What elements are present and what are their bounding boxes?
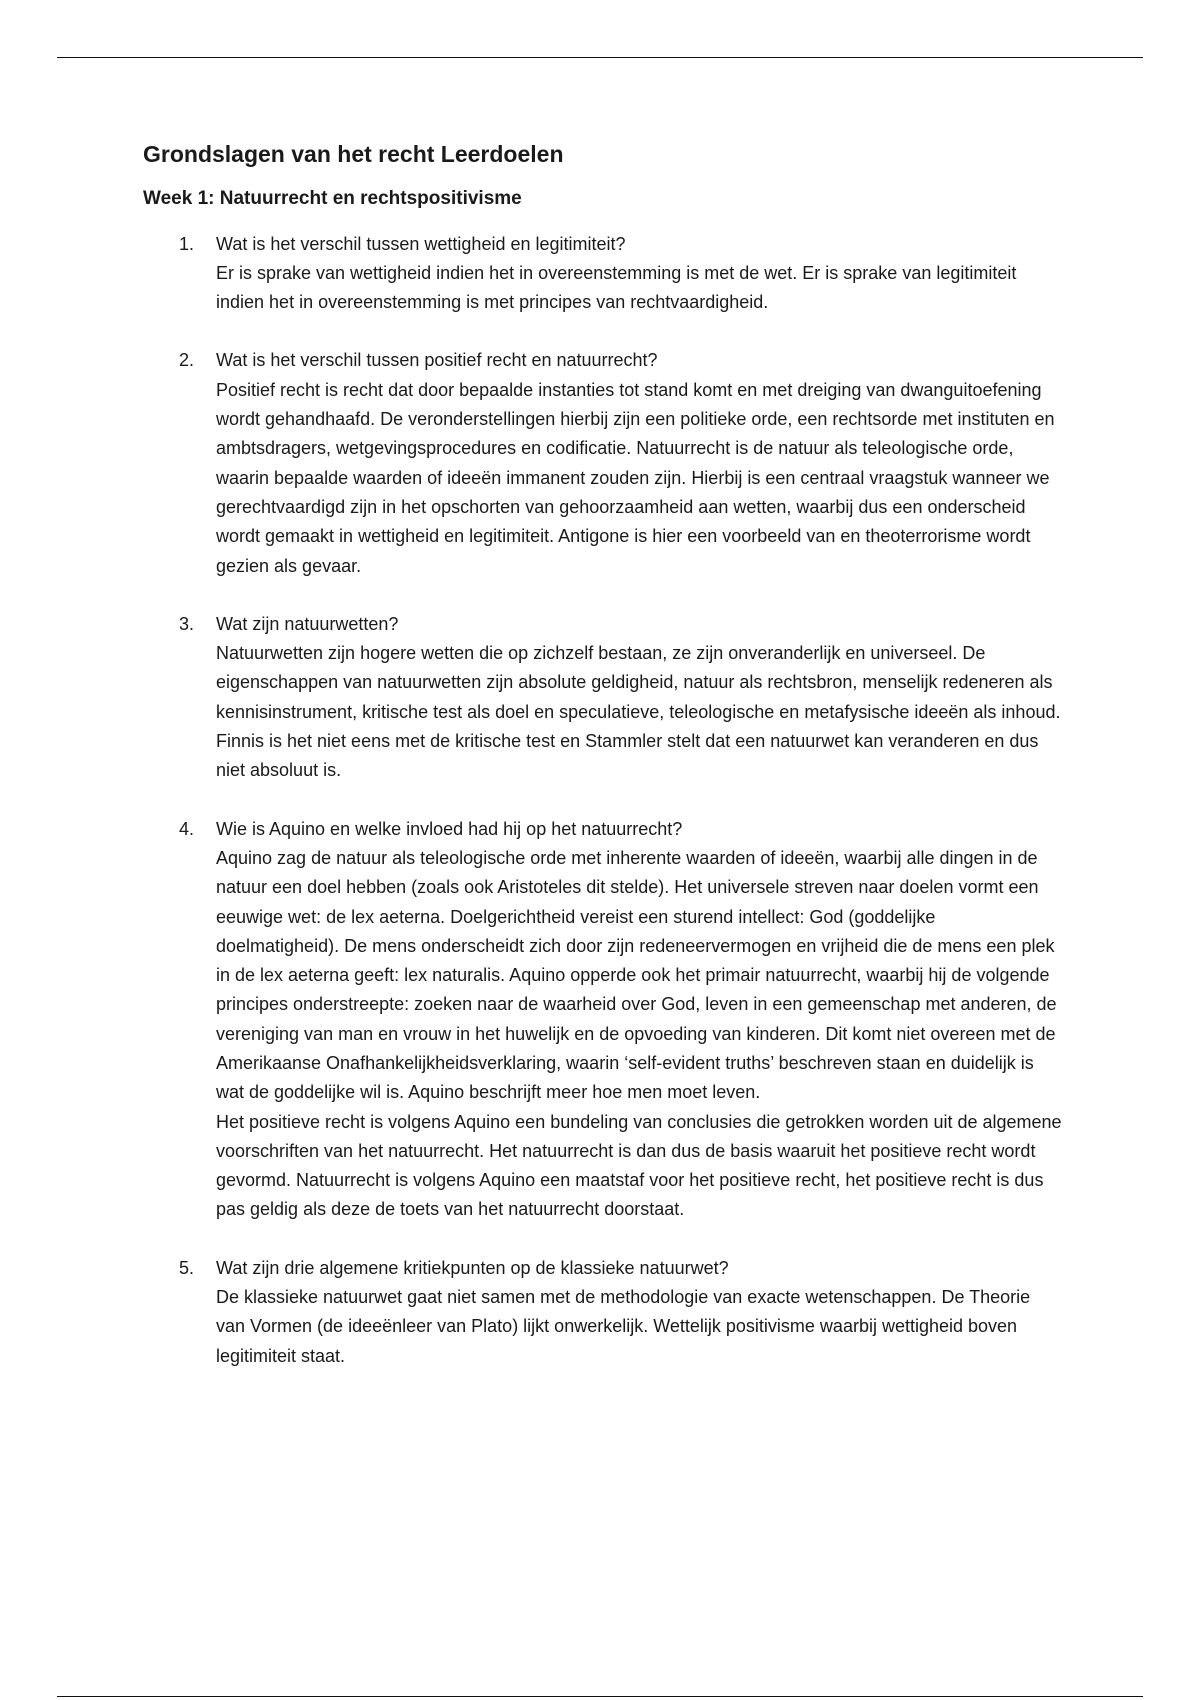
question-number: 2. (179, 350, 195, 371)
week-heading: Week 1: Natuurrecht en rechtspositivisme (143, 187, 522, 209)
answer-paragraph: Positief recht is recht dat door bepaalde instanties tot stand komt en met dreiging van dwanguitoefening wordt gehandhaafd. De veronderstellingen hierbij zijn een politieke orde, een rechtsorde met instituten en ambtsdragers, wetgevingsprocedures en codificatie. Natuurrecht is de natuur als teleologische orde, waarin bepaalde waarden of ideeën immanent zouden zijn. Hierbij is een centraal vraagstuk wanneer we gerechtvaardigd zijn in het opschorten van gehoorzaamheid aan wetten, waarbij dus een onderscheid wordt gemaakt in wettigheid en legitimiteit. Antigone is hier een voorbeeld van en theoterrorisme wordt gezien als gevaar. (216, 379, 1055, 576)
question-text: Wat zijn drie algemene kritiekpunten op de klassieke natuurwet? (216, 1257, 729, 1278)
question-number: 1. (179, 233, 195, 254)
question-item-5 (143, 1254, 1063, 1371)
question-text: Wat is het verschil tussen positief recht en natuurrecht? (216, 350, 658, 371)
answer-paragraph: Natuurwetten zijn hogere wetten die op zichzelf bestaan, ze zijn onveranderlijk en universeel. De eigenschappen van natuurwetten zijn absolute geldigheid, natuur als rechtsbron, menselijk redeneren als kennisinstrument, kritische test als doel en speculatieve, teleologische en metafysische ideeën als inhoud. Finnis is het niet eens met de kritische test en Stammler stelt dat een natuurwet kan veranderen en dus niet absoluut is. (216, 643, 1061, 781)
header-rule (57, 57, 1143, 58)
question-item-1 (143, 230, 1063, 318)
question-number: 4. (179, 818, 195, 839)
answer-paragraph: Er is sprake van wettigheid indien het in overeenstemming is met de wet. Er is sprake van legitimiteit indien het in overeenstemming is met principes van rechtvaardigheid. (216, 262, 1017, 313)
answer-paragraph: Het positieve recht is volgens Aquino een bundeling van conclusies die getrokken worden uit de algemene voorschriften van het natuurrecht. Het natuurrecht is dan dus de basis waaruit het positieve recht wordt gevormd. Natuurrecht is volgens Aquino een maatstaf voor het positieve recht, het positieve recht is dus pas geldig als deze de toets van het natuurrecht doorstaat. (216, 1111, 1062, 1220)
question-item-2 (143, 346, 1063, 580)
question-list (143, 230, 1063, 1371)
question-text: Wie is Aquino en welke invloed had hij op het natuurrecht? (216, 818, 683, 839)
footer-rule (57, 1696, 1143, 1697)
document-body (143, 140, 1063, 1400)
answer-paragraph: De klassieke natuurwet gaat niet samen met de methodologie van exacte wetenschappen. De Theorie van Vormen (de ideeënleer van Plato) lijkt onwerkelijk. Wettelijk positivisme waarbij wettigheid boven legitimiteit staat. (216, 1287, 1031, 1366)
document-title: Grondslagen van het recht Leerdoelen (143, 141, 564, 167)
question-text: Wat zijn natuurwetten? (216, 613, 399, 634)
question-number: 3. (179, 613, 195, 634)
answer-paragraph: Aquino zag de natuur als teleologische orde met inherente waarden of ideeën, waarbij alle dingen in de natuur een doel hebben (zoals ook Aristoteles dit stelde). Het universele streven naar doelen vormt een eeuwige wet: de lex aeterna. Doelgerichtheid vereist een sturend intellect: God (goddelijke doelmatigheid). De mens onderscheidt zich door zijn redeneervermogen en vrijheid die de mens een plek in de lex aeterna geeft: lex naturalis. Aquino opperde ook het primair natuurrecht, waarbij hij de volgende principes onderstreepte: zoeken naar de waarheid over God, leven in een gemeenschap met anderen, de vereniging van man en vrouw in het huwelijk en de opvoeding van kinderen. Dit komt niet overeen met de Amerikaanse Onafhankelijkheidsverklaring, waarin ‘self-evident truths’ beschreven staan en duidelijk is wat de goddelijke wil is. Aquino beschrijft meer hoe men moet leven. (216, 847, 1057, 1103)
question-item-4 (143, 815, 1063, 1225)
question-item-3 (143, 610, 1063, 786)
question-number: 5. (179, 1257, 195, 1278)
question-text: Wat is het verschil tussen wettigheid en legitimiteit? (216, 233, 626, 254)
